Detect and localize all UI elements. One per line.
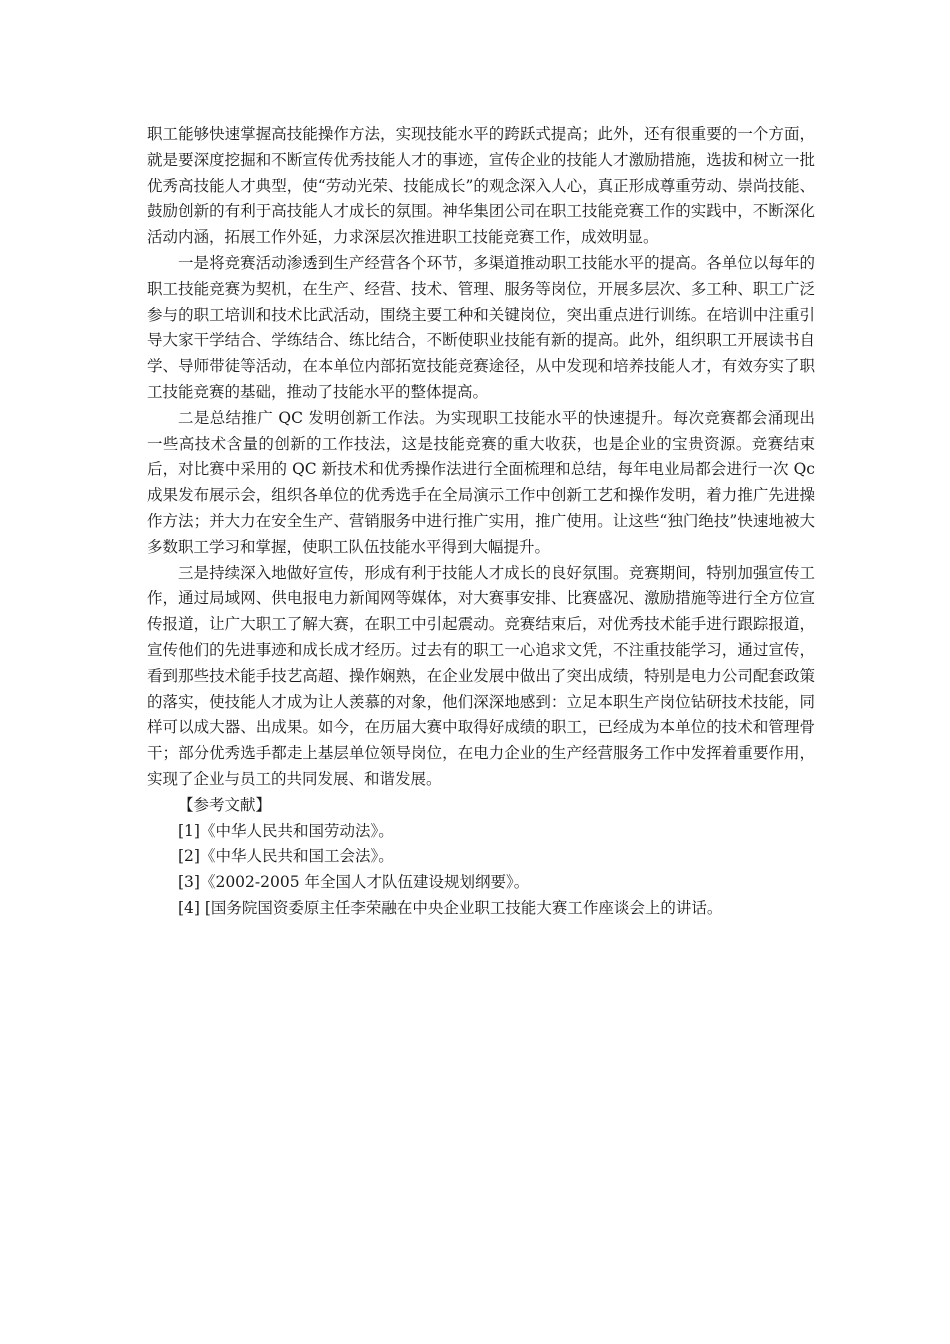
paragraph-point-two: 二是总结推广 QC 发明创新工作法。为实现职工技能水平的快速提升。每次竞赛都会涌现出一些高技术含量的创新的工作技法，这是技能竞赛的重大收获，也是企业的宝贵资源。竞赛结束后，对比赛中采用的 QC 新技术和优秀操作法进行全面梳理和总结，每年电业局都会进行一次 Qc 成果发布展示会，组织各单位的优秀选手在全局演示工作中创新工艺和操作发明，着力推广先进操作方法；并大力在安全生产、营销服务中进行推广实用，推广使用。让这些“独门绝技”快速地被大多数职工学习和掌握，使职工队伍技能水平得到大幅提升。 bbox=[147, 408, 815, 556]
reference-item: [3]《2002-2005 年全国人才队伍建设规划纲要》。 bbox=[178, 873, 530, 892]
paragraph-point-three: 三是持续深入地做好宣传，形成有利于技能人才成长的良好氛围。竞赛期间，特别加强宣传工作，通过局域网、供电报电力新闻网等媒体，对大赛事安排、比赛盛况、激励措施等进行全方位宣传报道，让广大职工了解大赛，在职工中引起震动。竞赛结束后，对优秀技术能手进行跟踪报道，宣传他们的先进事迹和成长成才经历。过去有的职工一心追求文凭，不注重技能学习，通过宣传，看到那些技术能手技艺高超、操作娴熟，在企业发展中做出了突出成绩，特别是电力公司配套政策的落实，使技能人才成为让人羡慕的对象，他们深深地感到：立足本职生产岗位钻研技术技能，同样可以成大器、出成果。如今，在历届大赛中取得好成绩的职工，已经成为本单位的技术和管理骨干；部分优秀选手都走上基层单位领导岗位，在电力企业的生产经营服务工作中发挥着重要作用，实现了企业与员工的共同发展、和谐发展。 bbox=[147, 563, 815, 788]
reference-item: [1]《中华人民共和国劳动法》。 bbox=[178, 821, 394, 840]
paragraph-continuation: 职工能够快速掌握高技能操作方法，实现技能水平的跨跃式提高；此外，还有很重要的一个方面，就是要深度挖掘和不断宣传优秀技能人才的事迹，宣传企业的技能人才激励措施，选拔和树立一批优秀高技能人才典型，使“劳动光荣、技能成长”的观念深入人心，真正形成尊重劳动、崇尚技能、鼓励创新的有利于高技能人才成长的氛围。神华集团公司在职工技能竞赛工作的实践中，不断深化活动内涵，拓展工作外延，力求深层次推进职工技能竞赛工作，成效明显。 bbox=[147, 125, 815, 247]
references-heading: 【参考文献】 bbox=[178, 795, 272, 814]
paragraph-point-one: 一是将竞赛活动渗透到生产经营各个环节，多渠道推动职工技能水平的提高。各单位以每年的职工技能竞赛为契机，在生产、经营、技术、管理、服务等岗位，开展多层次、多工种、职工广泛参与的职工培训和技术比武活动，围绕主要工种和关键岗位，突出重点进行训练。在培训中注重引导大家干学结合、学练结合、练比结合，不断使职业技能有新的提高。此外，组织职工开展读书自学、导师带徒等活动，在本单位内部拓宽技能竞赛途径，从中发现和培养技能人才，有效夯实了职工技能竞赛的基础，推动了技能水平的整体提高。 bbox=[147, 253, 815, 401]
reference-item: [4] [国务院国资委原主任李荣融在中央企业职工技能大赛工作座谈会上的讲话。 bbox=[178, 898, 723, 917]
document-body bbox=[147, 122, 815, 922]
reference-item: [2]《中华人民共和国工会法》。 bbox=[178, 847, 394, 866]
